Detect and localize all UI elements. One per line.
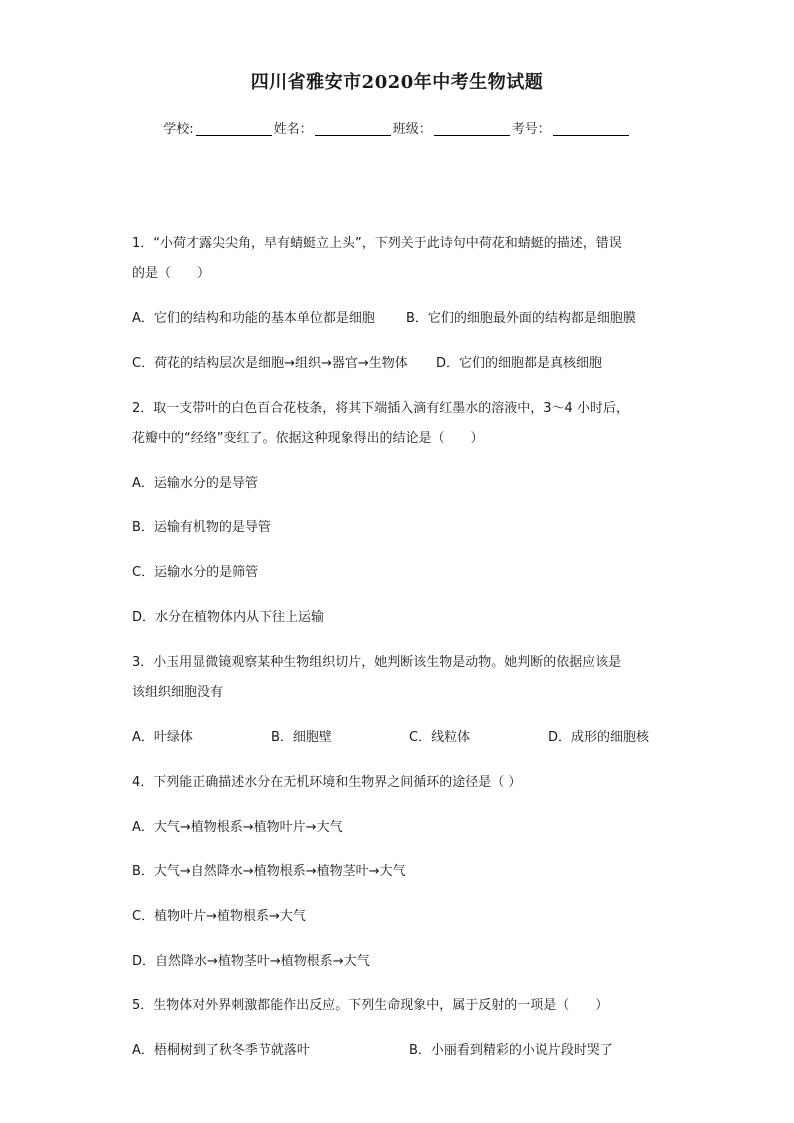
school-blank[interactable] <box>196 122 272 136</box>
q5-option-b: B．小丽看到精彩的小说片段时哭了 <box>409 1043 613 1058</box>
q3-option-c: C．线粒体 <box>409 730 471 745</box>
q4-option-a: A．大气→植物根系→植物叶片→大气 <box>132 820 343 835</box>
q1-option-c: C．荷花的结构层次是细胞→组织→器官→生物体 <box>132 356 408 371</box>
q5-option-a: A．梧桐树到了秋冬季节就落叶 <box>132 1043 310 1058</box>
q2-option-a: A．运输水分的是导管 <box>132 476 258 491</box>
q1-stem-line-2: 的是（ ） <box>132 266 211 281</box>
q3-option-b: B．细胞壁 <box>271 730 332 745</box>
page-title: 四川省雅安市2020年中考生物试题 <box>250 72 544 93</box>
name-label: 姓名： <box>273 122 313 137</box>
q2-option-b: B．运输有机物的是导管 <box>132 520 271 535</box>
student-info-line <box>0 118 794 137</box>
name-blank[interactable] <box>315 122 391 136</box>
q5-stem-line-1: 5．生物体对外界刺激都能作出反应。下列生命现象中，属于反射的一项是（ ） <box>132 998 609 1013</box>
q2-option-d: D．水分在植物体内从下往上运输 <box>132 610 325 625</box>
q3-stem-line-1: 3．小玉用显微镜观察某种生物组织切片，她判断该生物是动物。她判断的依据应该是 <box>132 655 622 670</box>
q2-stem-line-1: 2．取一支带叶的白色百合花枝条，将其下端插入滴有红墨水的溶液中，3～4 小时后， <box>132 401 629 416</box>
class-label: 班级： <box>392 122 432 137</box>
class-blank[interactable] <box>434 122 510 136</box>
q1-stem-line-1: 1．“小荷才露尖尖角，早有蜻蜓立上头”，下列关于此诗句中荷花和蜻蜓的描述，错误 <box>132 236 622 251</box>
q4-stem-line-1: 4．下列能正确描述水分在无机环境和生物界之间循环的途径是（ ） <box>132 775 522 790</box>
exam-no-label: 考号： <box>511 122 551 137</box>
q1-option-d: D．它们的细胞都是真核细胞 <box>436 356 603 371</box>
q4-option-c: C．植物叶片→植物根系→大气 <box>132 909 306 924</box>
q1-option-a: A．它们的结构和功能的基本单位都是细胞 <box>132 311 375 326</box>
q4-option-b: B．大气→自然降水→植物根系→植物茎叶→大气 <box>132 864 406 879</box>
exam-no-blank[interactable] <box>553 122 629 136</box>
q2-stem-line-2: 花瓣中的“经络”变红了。依据这种现象得出的结论是（ ） <box>132 431 484 446</box>
school-label: 学校: <box>163 122 194 137</box>
q3-stem-line-2: 该组织细胞没有 <box>132 685 224 700</box>
q3-option-a: A．叶绿体 <box>132 730 193 745</box>
q2-option-c: C．运输水分的是筛管 <box>132 565 259 580</box>
q3-option-d: D．成形的细胞核 <box>548 730 650 745</box>
q4-option-d: D．自然降水→植物茎叶→植物根系→大气 <box>132 954 370 969</box>
q1-option-b: B．它们的细胞最外面的结构都是细胞膜 <box>406 311 636 326</box>
